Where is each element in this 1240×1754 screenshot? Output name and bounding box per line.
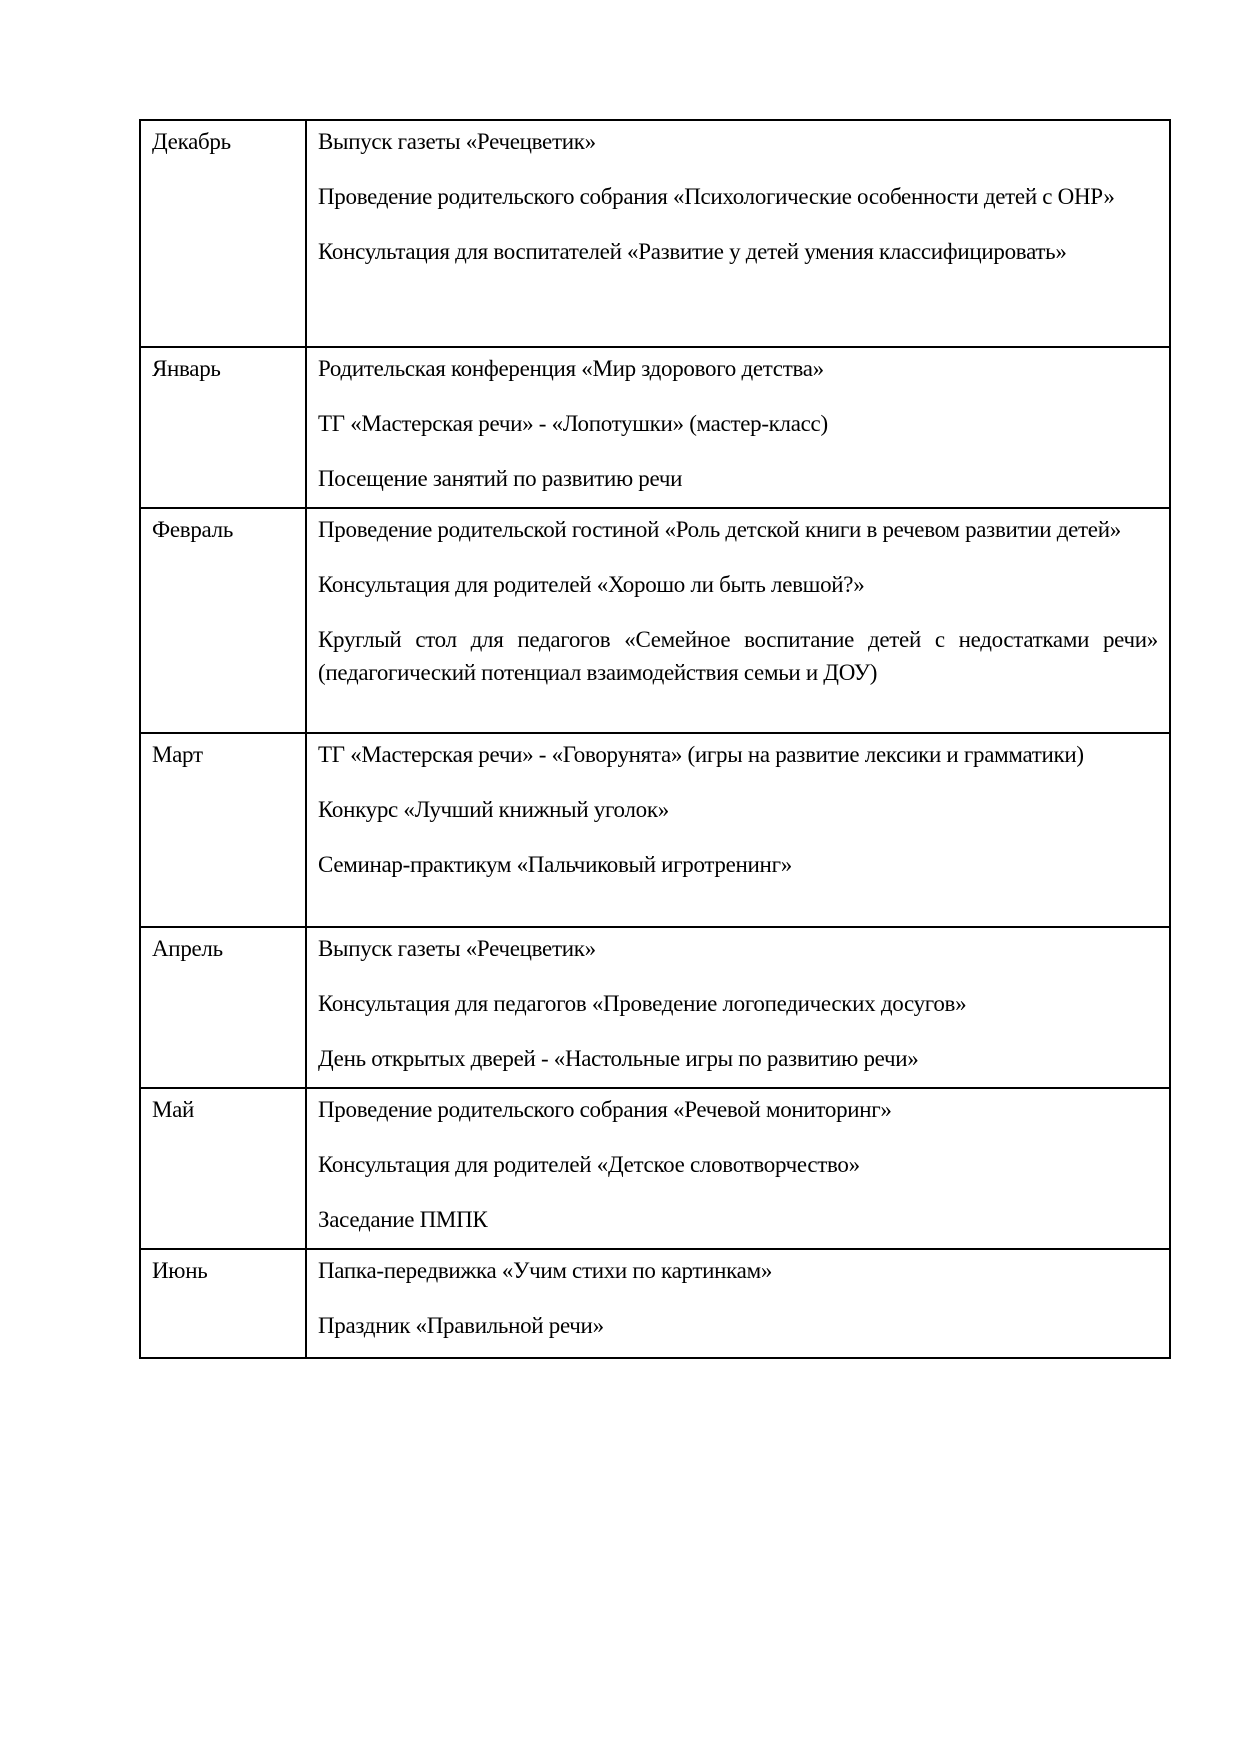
month-label: Март xyxy=(152,742,203,767)
event-item: Консультация для родителей «Хорошо ли быть левшой?» xyxy=(318,572,865,597)
events-cell xyxy=(306,508,1170,733)
event-item: Круглый стол для педагогов «Семейное воспитание детей с недостатками речи» (педагогический потенциал взаимодействия семьи и ДОУ) xyxy=(318,627,1158,685)
month-label: Июнь xyxy=(152,1258,208,1283)
events-cell xyxy=(306,347,1170,508)
event-item: Консультация для родителей «Детское словотворчество» xyxy=(318,1152,860,1177)
event-item: Выпуск газеты «Речецветик» xyxy=(318,129,596,154)
event-item: Посещение занятий по развитию речи xyxy=(318,466,683,491)
event-item: Консультация для воспитателей «Развитие у детей умения классифицировать» xyxy=(318,239,1067,264)
month-cell xyxy=(140,733,306,927)
table-row-december xyxy=(140,120,1170,347)
events-cell xyxy=(306,120,1170,347)
table-row-january xyxy=(140,347,1170,508)
events-cell xyxy=(306,1088,1170,1249)
events-cell xyxy=(306,927,1170,1088)
month-cell xyxy=(140,347,306,508)
month-label: Декабрь xyxy=(152,129,231,154)
table-row-march xyxy=(140,733,1170,927)
table-row-june xyxy=(140,1249,1170,1358)
event-item: Проведение родительского собрания «Речевой мониторинг» xyxy=(318,1097,892,1122)
event-item: Выпуск газеты «Речецветик» xyxy=(318,936,596,961)
event-item: Консультация для педагогов «Проведение логопедических досугов» xyxy=(318,991,967,1016)
event-item: Родительская конференция «Мир здорового детства» xyxy=(318,356,824,381)
table-row-may xyxy=(140,1088,1170,1249)
event-item: Заседание ПМПК xyxy=(318,1207,488,1232)
month-label: Май xyxy=(152,1097,195,1122)
month-cell xyxy=(140,927,306,1088)
month-label: Февраль xyxy=(152,517,234,542)
event-item: ТГ «Мастерская речи» - «Говорунята» (игры на развитие лексики и грамматики) xyxy=(318,742,1084,767)
event-item: Семинар-практикум «Пальчиковый игротренинг» xyxy=(318,852,792,877)
event-item: ТГ «Мастерская речи» - «Лопотушки» (мастер-класс) xyxy=(318,411,828,436)
event-item: День открытых дверей - «Настольные игры по развитию речи» xyxy=(318,1046,919,1071)
month-label: Апрель xyxy=(152,936,223,961)
month-cell xyxy=(140,508,306,733)
event-item: Праздник «Правильной речи» xyxy=(318,1313,604,1338)
event-item: Папка-передвижка «Учим стихи по картинкам» xyxy=(318,1258,773,1283)
event-item: Проведение родительского собрания «Психологические особенности детей с ОНР» xyxy=(318,184,1115,209)
event-item: Конкурс «Лучший книжный уголок» xyxy=(318,797,669,822)
event-item: Проведение родительской гостиной «Роль детской книги в речевом развитии детей» xyxy=(318,517,1121,542)
activity-plan-table xyxy=(139,119,1171,1359)
events-cell xyxy=(306,1249,1170,1358)
table-row-april xyxy=(140,927,1170,1088)
month-label: Январь xyxy=(152,356,221,381)
events-cell xyxy=(306,733,1170,927)
table-row-february xyxy=(140,508,1170,733)
month-cell xyxy=(140,1249,306,1358)
month-cell xyxy=(140,120,306,347)
month-cell xyxy=(140,1088,306,1249)
